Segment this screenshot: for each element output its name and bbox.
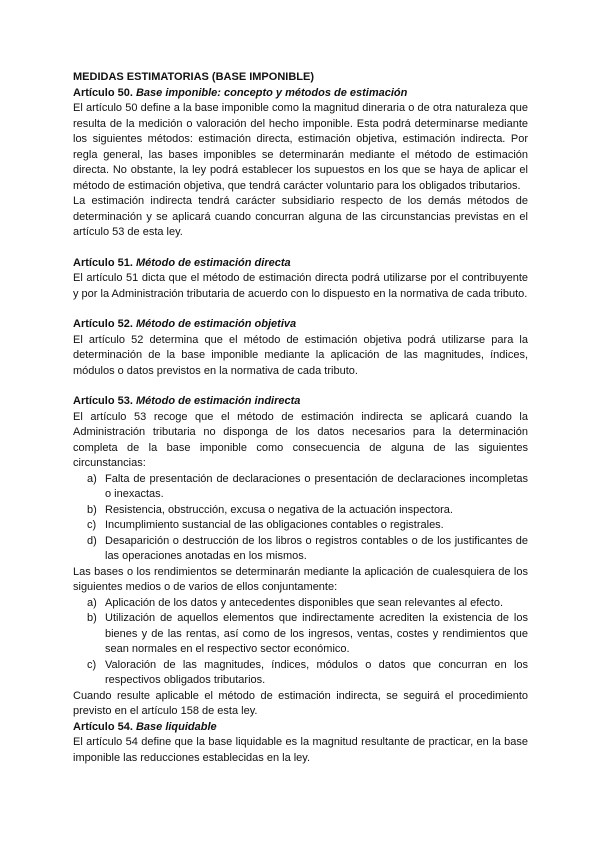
article-53-heading <box>73 394 528 410</box>
article-number: Artículo 50. <box>73 86 133 99</box>
list-marker: b) <box>87 503 97 516</box>
list-marker: c) <box>87 658 97 671</box>
list-item <box>73 534 528 565</box>
article-53-closing: Cuando resulte aplicable el método de estimación indirecta, se seguirá el procedimiento previsto en el artículo 158 de esta ley. <box>73 689 528 717</box>
article-50-paragraph-2: La estimación indirecta tendrá carácter subsidiario respecto de los demás métodos de determinación y se aplicará cuando concurran alguna de las circunstancias previstas en el artículo 53 de esta ley. <box>73 195 528 238</box>
article-54-heading <box>73 720 528 736</box>
article-name: Base imponible: concepto y métodos de estimación <box>135 86 408 99</box>
list-item <box>73 503 528 519</box>
list-item-text: Desaparición o destrucción de los libros o registros contables o de los justificantes de las operaciones anotadas en los mismos. <box>105 534 528 562</box>
list-item <box>73 596 528 612</box>
list-item-text: Falta de presentación de declaraciones o presentación de declaraciones incompletas o inexactas. <box>105 472 528 500</box>
article-50-heading <box>73 86 528 102</box>
list-marker: d) <box>87 534 97 547</box>
article-51-heading <box>73 256 528 272</box>
article-52-heading <box>73 317 528 333</box>
list-item-text: Resistencia, obstrucción, excusa o negativa de la actuación inspectora. <box>105 503 453 516</box>
list-item <box>73 611 528 658</box>
article-number: Artículo 52. <box>73 318 133 330</box>
article-number: Artículo 53. <box>73 395 133 407</box>
document-title: MEDIDAS ESTIMATORIAS (BASE IMPONIBLE) <box>73 71 314 83</box>
list-item <box>73 518 528 534</box>
article-name: Método de estimación indirecta <box>135 395 301 407</box>
list-item-text: Aplicación de los datos y antecedentes disponibles que sean relevantes al efecto. <box>105 596 504 609</box>
list-marker: b) <box>87 612 97 624</box>
article-name: Método de estimación directa <box>135 256 291 269</box>
article-54-paragraph: El artículo 54 define que la base liquidable es la magnitud resultante de practicar, en la base imponible las reducciones establecidas en la ley. <box>73 736 528 764</box>
list-marker: a) <box>87 596 97 609</box>
document-page <box>73 70 528 766</box>
list-item-text: Utilización de aquellos elementos que indirectamente acrediten la existencia de los bienes y de las rentas, así como de los ingresos, ventas, costes y rendimientos que sean normales en el respectivo sector económico. <box>105 612 528 655</box>
article-name: Base liquidable <box>135 720 217 733</box>
list-item-text: Incumplimiento sustancial de las obligaciones contables o registrales. <box>105 519 444 531</box>
means-list <box>73 596 528 689</box>
article-number: Artículo 54. <box>73 720 133 733</box>
article-52-paragraph: El artículo 52 determina que el método de estimación objetiva podrá utilizarse para la determinación de la base imponible mediante la aplicación de las magnitudes, índices, módulos o datos previstos en la normativa de cada tributo. <box>73 333 528 377</box>
article-name: Método de estimación objetiva <box>135 318 297 330</box>
article-number: Artículo 51. <box>73 256 133 269</box>
article-53-middle: Las bases o los rendimientos se determinarán mediante la aplicación de cualesquiera de los siguientes medios o de varios de ellos conjuntamente: <box>73 565 528 593</box>
list-item-text: Valoración de las magnitudes, índices, módulos o datos que concurran en los respectivos obligados tributarios. <box>105 658 528 686</box>
article-50-paragraph-1: El artículo 50 define a la base imponible como la magnitud dineraria o de otra naturaleza que resulta de la medición o valoración del hecho imponible. Esta podrá determinarse mediante los siguientes métodos: estimación directa, estimación objetiva, estimación indirecta. Por regla general, las bases imponibles se determinarán mediante el método de estimación directa. No obstante, la ley podrá establecer los supuestos en los que se haya de aplicar el método de estimación objetiva, que tendrá carácter voluntario para los obligados tributarios. <box>73 102 528 192</box>
list-marker: c) <box>87 519 97 531</box>
circumstances-list <box>73 472 528 565</box>
article-51-paragraph: El artículo 51 dicta que el método de estimación directa podrá utilizarse por el contribuyente y por la Administración tributaria de acuerdo con lo dispuesto en la normativa de cada tributo. <box>73 272 528 300</box>
list-item <box>73 472 528 503</box>
list-marker: a) <box>87 472 97 485</box>
list-item <box>73 658 528 689</box>
article-53-intro: El artículo 53 recoge que el método de estimación indirecta se aplicará cuando la Administración tributaria no disponga de los datos necesarios para la determinación completa de la base imponible como consecuencia de alguna de las siguientes circunstancias: <box>73 410 528 469</box>
